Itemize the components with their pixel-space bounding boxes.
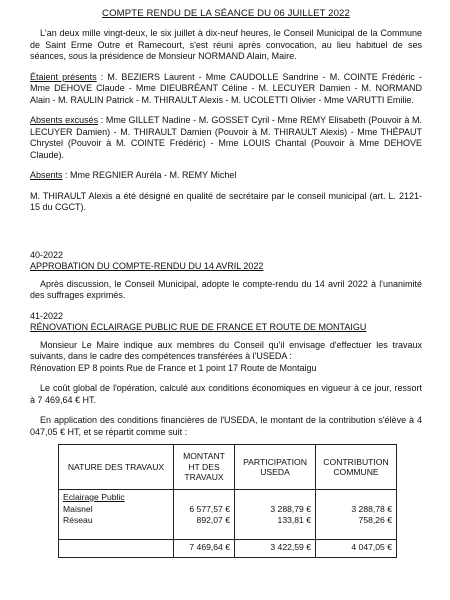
excuses-text: : Mme GILLET Nadine - M. GOSSET Cyril - Mme REMY Elisabeth (Pouvoir à M. LECUYER Damien) - M. THIRAULT Damien (Pouvoir à M. THIRAULT Alexis) - Mme THÉPAUT Chrystel (Pouvoir à M. COINTE Frédéric) - Mme LOUIS Chantal (Pouvoir à Mme DEHOVE Claude). — [30, 115, 422, 160]
section-40-number: 40-2022 — [30, 249, 64, 260]
section-41-title: RÉNOVATION ÉCLAIRAGE PUBLIC RUE DE FRANCE ET ROUTE DE MONTAIGU — [30, 321, 367, 332]
group-label: Eclairage Public — [63, 492, 125, 502]
document-title: COMPTE RENDU DE LA SÉANCE DU 06 JUILLET 2022 — [102, 8, 350, 19]
row-commune-0: 3 288,78 € — [351, 503, 392, 514]
row-useda-1: 133,81 € — [277, 515, 311, 525]
total-commune: 4 047,05 € — [316, 539, 397, 557]
row-useda-0: 3 288,79 € — [270, 503, 311, 514]
header-commune: CONTRIBUTION COMMUNE — [316, 445, 397, 490]
section-40-text: Après discussion, le Conseil Municipal, adopte le compte-rendu du 14 avril 2022 à l'unanimité des suffrages exprimés. — [30, 278, 422, 300]
section-41-number: 41-2022 — [30, 310, 64, 321]
section-41-text-1: Monsieur Le Maire indique aux membres du Conseil qu'il envisage d'effectuer les travaux suivants, dans le cadre des compétences transférées à l'USEDA : — [30, 339, 422, 361]
section-40-title: APPROBATION DU COMPTE-RENDU DU 14 AVRIL 2022 — [30, 260, 264, 271]
header-useda: PARTICIPATION USEDA — [235, 445, 316, 490]
section-41-text-1b: Rénovation EP 8 points Rue de France et 1 point 17 Route de Montaigu — [30, 362, 317, 373]
contribution-table — [58, 444, 397, 558]
absents-paragraph — [30, 170, 422, 182]
row-commune-1: 758,26 € — [358, 515, 392, 525]
total-label-cell — [59, 539, 174, 557]
useda-cell — [235, 490, 316, 540]
section-41-text-2: Le coût global de l'opération, calculé aux conditions économiques en vigueur à ce jour, ressort à 7 469,64 € HT. — [30, 383, 422, 405]
secretaire-paragraph: M. THIRAULT Alexis a été désigné en qualité de secrétaire par le conseil municipal (art. L. 2121-15 du CGCT). — [30, 190, 422, 212]
intro-paragraph: L'an deux mille vingt-deux, le six juillet à dix-neuf heures, le Conseil Municipal de la Commune de Saint Erme Outre et Ramecourt, s'est réuni après convocation, au lieu habituel de ses séances, sous la présidence de Monsieur NORMAND Alain, Maire. — [30, 28, 422, 61]
row-labels-cell — [59, 490, 174, 540]
table-total-row — [59, 539, 397, 557]
row-label-1: Réseau — [63, 515, 93, 525]
row-montant-1: 892,07 € — [196, 515, 230, 525]
commune-cell — [316, 490, 397, 540]
presents-text: : M. BEZIERS Laurent - Mme CAUDOLLE Sandrine - M. COINTE Frédéric - Mme DEHOVE Claude - Mme DIEUBRÉANT Céline - M. LECUYER Damien - M. NORMAND Alain - M. RAULIN Patrick - M. THIRAULT Alexis - M. UCOLETTI Olivier - Mme VARUTTI Emilie. — [30, 71, 422, 105]
excuses-paragraph — [30, 115, 422, 161]
absents-text: : Mme REGNIER Auréla - M. REMY Michel — [62, 170, 237, 180]
row-montant-0: 6 577,57 € — [189, 503, 230, 514]
section-41-text-3: En application des conditions financières de l'USEDA, le montant de la contribution s'élève à 4 047,05 € HT, et se répartit comme suit : — [30, 415, 422, 437]
header-montant: MONTANT HT DES TRAVAUX — [174, 445, 235, 490]
header-nature: NATURE DES TRAVAUX — [59, 445, 174, 490]
montant-cell — [174, 490, 235, 540]
total-montant: 7 469,64 € — [174, 539, 235, 557]
absents-label: Absents — [30, 170, 63, 180]
presents-label: Étaient présents — [30, 71, 97, 82]
table-header-row — [59, 445, 397, 490]
excuses-label: Absents excusés — [30, 115, 99, 125]
total-useda: 3 422,59 € — [235, 539, 316, 557]
table-row — [59, 490, 397, 540]
row-label-0: Maisnel — [63, 503, 93, 514]
document-page — [30, 8, 422, 558]
presents-paragraph — [30, 72, 422, 107]
